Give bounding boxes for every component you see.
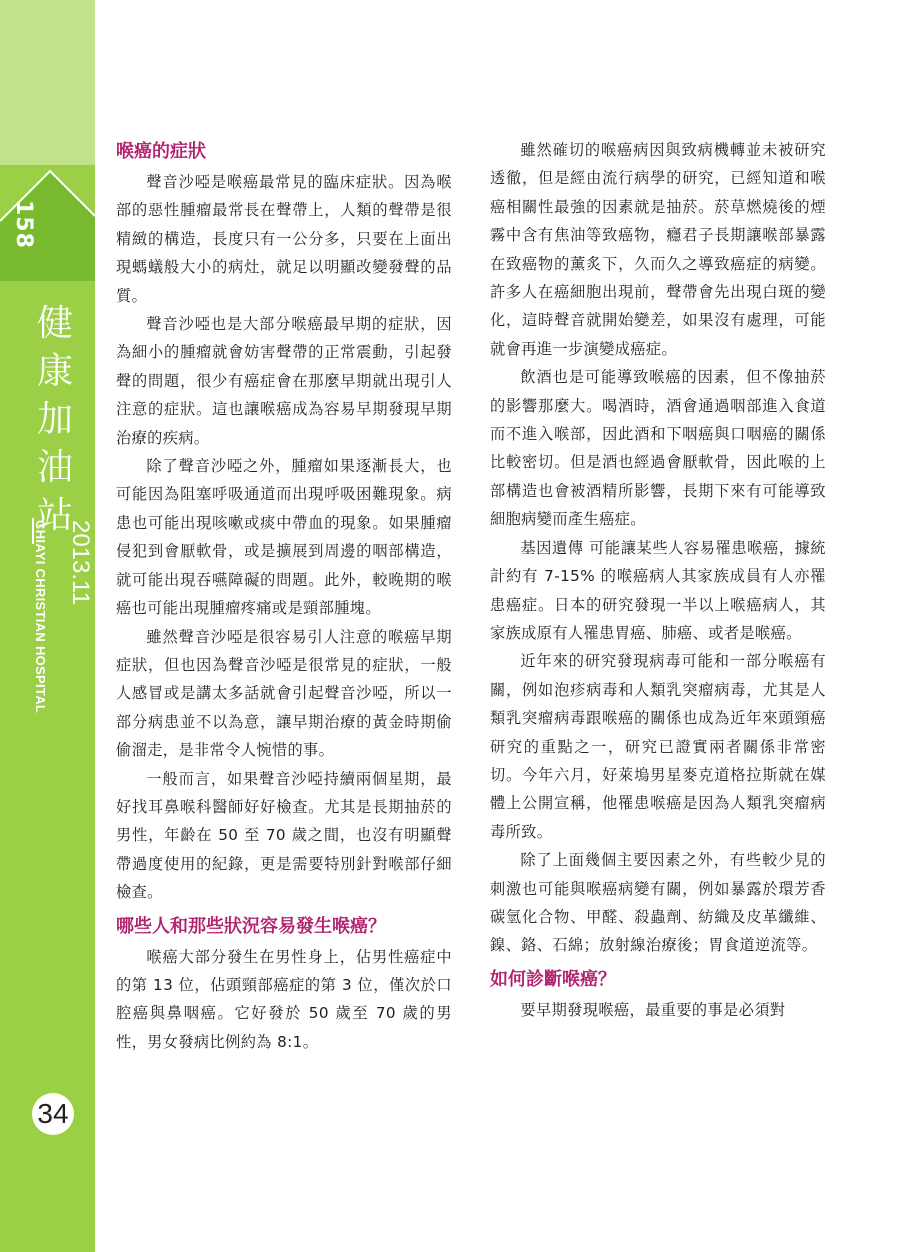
page-number: 34 — [32, 1093, 74, 1135]
paragraph: 聲音沙啞是喉癌最常見的臨床症狀。因為喉部的惡性腫瘤最常長在聲帶上，人類的聲帶是很精緻的構造，長度只有一公分多，只要在上面出現螞蟻般大小的病灶，就足以明顯改變發聲的品質。 — [116, 173, 452, 305]
section-heading: 喉癌的症狀 — [116, 141, 206, 162]
paragraph: 近年來的研究發現病毒可能和一部分喉癌有關，例如泡疹病毒和人類乳突瘤病毒，尤其是人類乳突瘤病毒跟喉癌的關係也成為近年來頭頸癌研究的重點之一，研究已證實兩者關係非常密切。今年六月，好萊塢男星麥克道格拉斯就在媒體上公開宣稱，他罹患喉癌是因為人類乳突瘤病毒所致。 — [490, 652, 826, 841]
paragraph: 雖然確切的喉癌病因與致病機轉並未被研究透徹，但是經由流行病學的研究，已經知道和喉癌相關性最強的因素就是抽菸。菸草燃燒後的煙霧中含有焦油等致癌物，癮君子長期讓喉部暴露在致癌物的薰炙下，久而久之導致癌症的病變。許多人在癌細胞出現前，聲帶會先出現白斑的變化，這時聲音就開始變差，如果沒有處理，可能就會再進一步演變成癌症。 — [490, 141, 826, 358]
paragraph: 雖然聲音沙啞是很容易引人注意的喉癌早期症狀，但也因為聲音沙啞是很常見的症狀，一般人感冒或是講太多話就會引起聲音沙啞，所以一部分病患並不以為意，讓早期治療的黃金時期偷偷溜走，是非常令人惋惜的事。 — [116, 627, 452, 760]
column-title-char: 健 — [36, 303, 73, 344]
right-column — [490, 136, 826, 1024]
column-title-char: 康 — [36, 351, 73, 392]
paragraph: 要早期發現喉癌，最重要的事是必須對 — [520, 1000, 786, 1019]
column-title-char: 油 — [36, 447, 73, 488]
column-title-char: 加 — [36, 399, 73, 440]
sidebar-top-band — [0, 0, 95, 165]
issue-date: 2013.11 — [67, 520, 94, 605]
section-heading: 哪些人和那些狀況容易發生喉癌？ — [116, 915, 386, 937]
left-column — [116, 136, 452, 1056]
paragraph: 聲音沙啞也是大部分喉癌最早期的症狀，因為細小的腫瘤就會妨害聲帶的正常震動，引起發聲的問題，很少有癌症會在那麼早期就出現引人注意的症狀。這也讓喉癌成為容易早期發現早期治療的疾病。 — [116, 315, 452, 447]
paragraph: 除了聲音沙啞之外，腫瘤如果逐漸長大，也可能因為阻塞呼吸通道而出現呼吸困難現象。病患也可能出現咳嗽或痰中帶血的現象。如果腫瘤侵犯到會厭軟骨，或是擴展到周邊的咽部構造，就可能出現吞嚥障礙的問題。此外，較晚期的喉癌也可能出現腫瘤疼痛或是頸部腫塊。 — [116, 457, 452, 618]
hospital-name: CHIAYI CHRISTIAN HOSPITAL — [33, 520, 48, 714]
issue-number: 158 — [11, 200, 36, 249]
paragraph: 飲酒也是可能導致喉癌的因素，但不像抽菸的影響那麼大。喝酒時，酒會通過咽部進入食道而不進入喉部，因此酒和下咽癌與口咽癌的關係比較密切。但是酒也經過會厭軟骨，因此喉的上部構造也會被酒精所影響，長期下來有可能導致細胞病變而產生癌症。 — [490, 368, 826, 529]
column-title-char: 站 — [36, 495, 73, 536]
paragraph: 基因遺傳 可能讓某些人容易罹患喉癌，據統計約有 7-15% 的喉癌病人其家族成員有人亦罹患癌症。日本的研究發現一半以上喉癌病人，其家族成原有人罹患胃癌、肺癌、或者是喉癌。 — [490, 538, 826, 642]
paragraph: 除了上面幾個主要因素之外，有些較少見的刺激也可能與喉癌病變有關，例如暴露於環芳香碳氫化合物、甲醛、殺蟲劑、紡織及皮革纖維、鎳、鉻、石綿；放射線治療後；胃食道逆流等。 — [490, 851, 826, 955]
paragraph: 一般而言，如果聲音沙啞持續兩個星期，最好找耳鼻喉科醫師好好檢查。尤其是長期抽菸的男性，年齡在 50 至 70 歲之間，也沒有明顯聲帶過度使用的紀錄，更是需要特別針對喉部仔細檢查。 — [116, 769, 452, 902]
section-heading: 如何診斷喉癌？ — [490, 968, 616, 990]
paragraph: 喉癌大部分發生在男性身上，佔男性癌症中的第 13 位，佔頭頸部癌症的第 3 位，僅次於口腔癌與鼻咽癌。它好發於 50 歲至 70 歲的男性，男女發病比例約為 8:1。 — [116, 947, 452, 1051]
column-title — [30, 300, 80, 540]
